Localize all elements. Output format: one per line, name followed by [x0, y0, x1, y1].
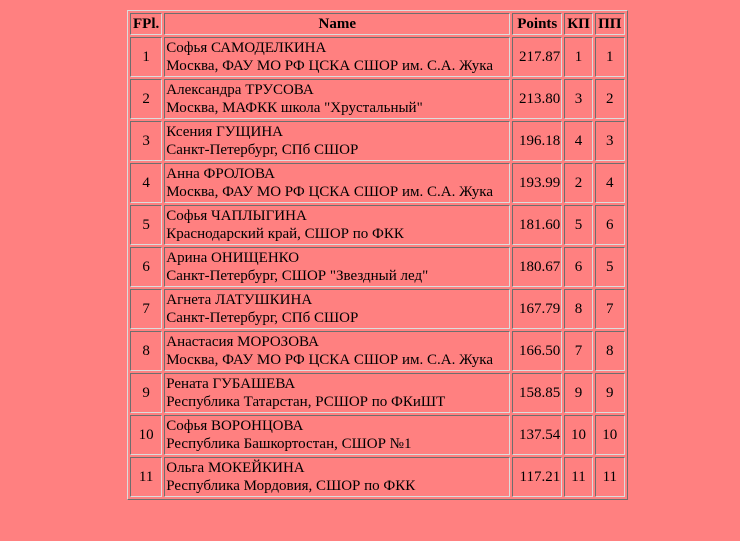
skater-name: Рената ГУБАШЕВА: [166, 376, 296, 392]
skater-cell: [164, 373, 510, 413]
skater-name: Анна ФРОЛОВА: [166, 166, 275, 182]
skater-club: Республика Мордовия, СШОР по ФКК: [166, 478, 416, 494]
skater-club: Санкт-Петербург, СШОР "Звездный лед": [166, 268, 429, 284]
kp-cell: 9: [564, 373, 593, 413]
pp-cell: 5: [595, 247, 625, 287]
kp-cell: 7: [564, 331, 593, 371]
pp-cell: 9: [595, 373, 625, 413]
place-cell: 8: [130, 331, 162, 371]
table-row: [130, 247, 625, 287]
table-body: [130, 37, 625, 497]
header-pp: ПП: [595, 13, 625, 35]
skater-name: Ольга МОКЕЙКИНА: [166, 460, 305, 476]
points-cell: 181.60: [512, 205, 562, 245]
kp-cell: 5: [564, 205, 593, 245]
skater-name: Софья ЧАПЛЫГИНА: [166, 208, 307, 224]
place-cell: 11: [130, 457, 162, 497]
skater-cell: [164, 331, 510, 371]
place-cell: 9: [130, 373, 162, 413]
skater-club: Санкт-Петербург, СПб СШОР: [166, 310, 359, 326]
pp-cell: 2: [595, 79, 625, 119]
pp-cell: 1: [595, 37, 625, 77]
skater-name: Агнета ЛАТУШКИНА: [166, 292, 313, 308]
skater-name: Ксения ГУЩИНА: [166, 124, 284, 140]
points-cell: 167.79: [512, 289, 562, 329]
skater-cell: [164, 457, 510, 497]
points-cell: 213.80: [512, 79, 562, 119]
table-row: [130, 79, 625, 119]
skater-name: Анастасия МОРОЗОВА: [166, 334, 319, 350]
points-cell: 166.50: [512, 331, 562, 371]
kp-cell: 2: [564, 163, 593, 203]
points-cell: 158.85: [512, 373, 562, 413]
results-table: [127, 10, 628, 500]
points-cell: 117.21: [512, 457, 562, 497]
place-cell: 2: [130, 79, 162, 119]
pp-cell: 4: [595, 163, 625, 203]
header-place: FPl.: [130, 13, 162, 35]
place-cell: 7: [130, 289, 162, 329]
table-row: [130, 205, 625, 245]
kp-cell: 4: [564, 121, 593, 161]
kp-cell: 10: [564, 415, 593, 455]
skater-cell: [164, 79, 510, 119]
points-cell: 137.54: [512, 415, 562, 455]
points-cell: 217.87: [512, 37, 562, 77]
table-row: [130, 121, 625, 161]
skater-club: Москва, ФАУ МО РФ ЦСКА СШОР им. С.А. Жука: [166, 58, 493, 74]
skater-name: Софья ВОРОНЦОВА: [166, 418, 304, 434]
header-kp: КП: [564, 13, 593, 35]
skater-club: Москва, ФАУ МО РФ ЦСКА СШОР им. С.А. Жука: [166, 352, 493, 368]
table-row: [130, 331, 625, 371]
skater-cell: [164, 247, 510, 287]
kp-cell: 6: [564, 247, 593, 287]
skater-club: Санкт-Петербург, СПб СШОР: [166, 142, 359, 158]
header-points: Points: [512, 13, 562, 35]
kp-cell: 8: [564, 289, 593, 329]
skater-name: Александра ТРУСОВА: [166, 82, 314, 98]
place-cell: 4: [130, 163, 162, 203]
header-name: Name: [164, 13, 510, 35]
pp-cell: 11: [595, 457, 625, 497]
skater-club: Краснодарский край, СШОР по ФКК: [166, 226, 404, 242]
skater-cell: [164, 121, 510, 161]
place-cell: 3: [130, 121, 162, 161]
pp-cell: 7: [595, 289, 625, 329]
skater-cell: [164, 37, 510, 77]
skater-cell: [164, 289, 510, 329]
pp-cell: 10: [595, 415, 625, 455]
skater-cell: [164, 415, 510, 455]
table-row: [130, 457, 625, 497]
pp-cell: 8: [595, 331, 625, 371]
place-cell: 10: [130, 415, 162, 455]
pp-cell: 6: [595, 205, 625, 245]
skater-cell: [164, 163, 510, 203]
skater-name: Софья САМОДЕЛКИНА: [166, 40, 327, 56]
table-row: [130, 163, 625, 203]
skater-club: Республика Башкортостан, СШОР №1: [166, 436, 412, 452]
points-cell: 196.18: [512, 121, 562, 161]
table-row: [130, 289, 625, 329]
skater-club: Москва, ФАУ МО РФ ЦСКА СШОР им. С.А. Жука: [166, 184, 493, 200]
skater-club: Москва, МАФКК школа "Хрустальный": [166, 100, 423, 116]
kp-cell: 11: [564, 457, 593, 497]
place-cell: 6: [130, 247, 162, 287]
table-row: [130, 373, 625, 413]
points-cell: 180.67: [512, 247, 562, 287]
points-cell: 193.99: [512, 163, 562, 203]
header-row: [130, 13, 625, 35]
kp-cell: 1: [564, 37, 593, 77]
skater-club: Республика Татарстан, РСШОР по ФКиШТ: [166, 394, 446, 410]
pp-cell: 3: [595, 121, 625, 161]
place-cell: 1: [130, 37, 162, 77]
place-cell: 5: [130, 205, 162, 245]
kp-cell: 3: [564, 79, 593, 119]
table-row: [130, 37, 625, 77]
table-header: [130, 13, 625, 35]
table-row: [130, 415, 625, 455]
skater-name: Арина ОНИЩЕНКО: [166, 250, 300, 266]
skater-cell: [164, 205, 510, 245]
